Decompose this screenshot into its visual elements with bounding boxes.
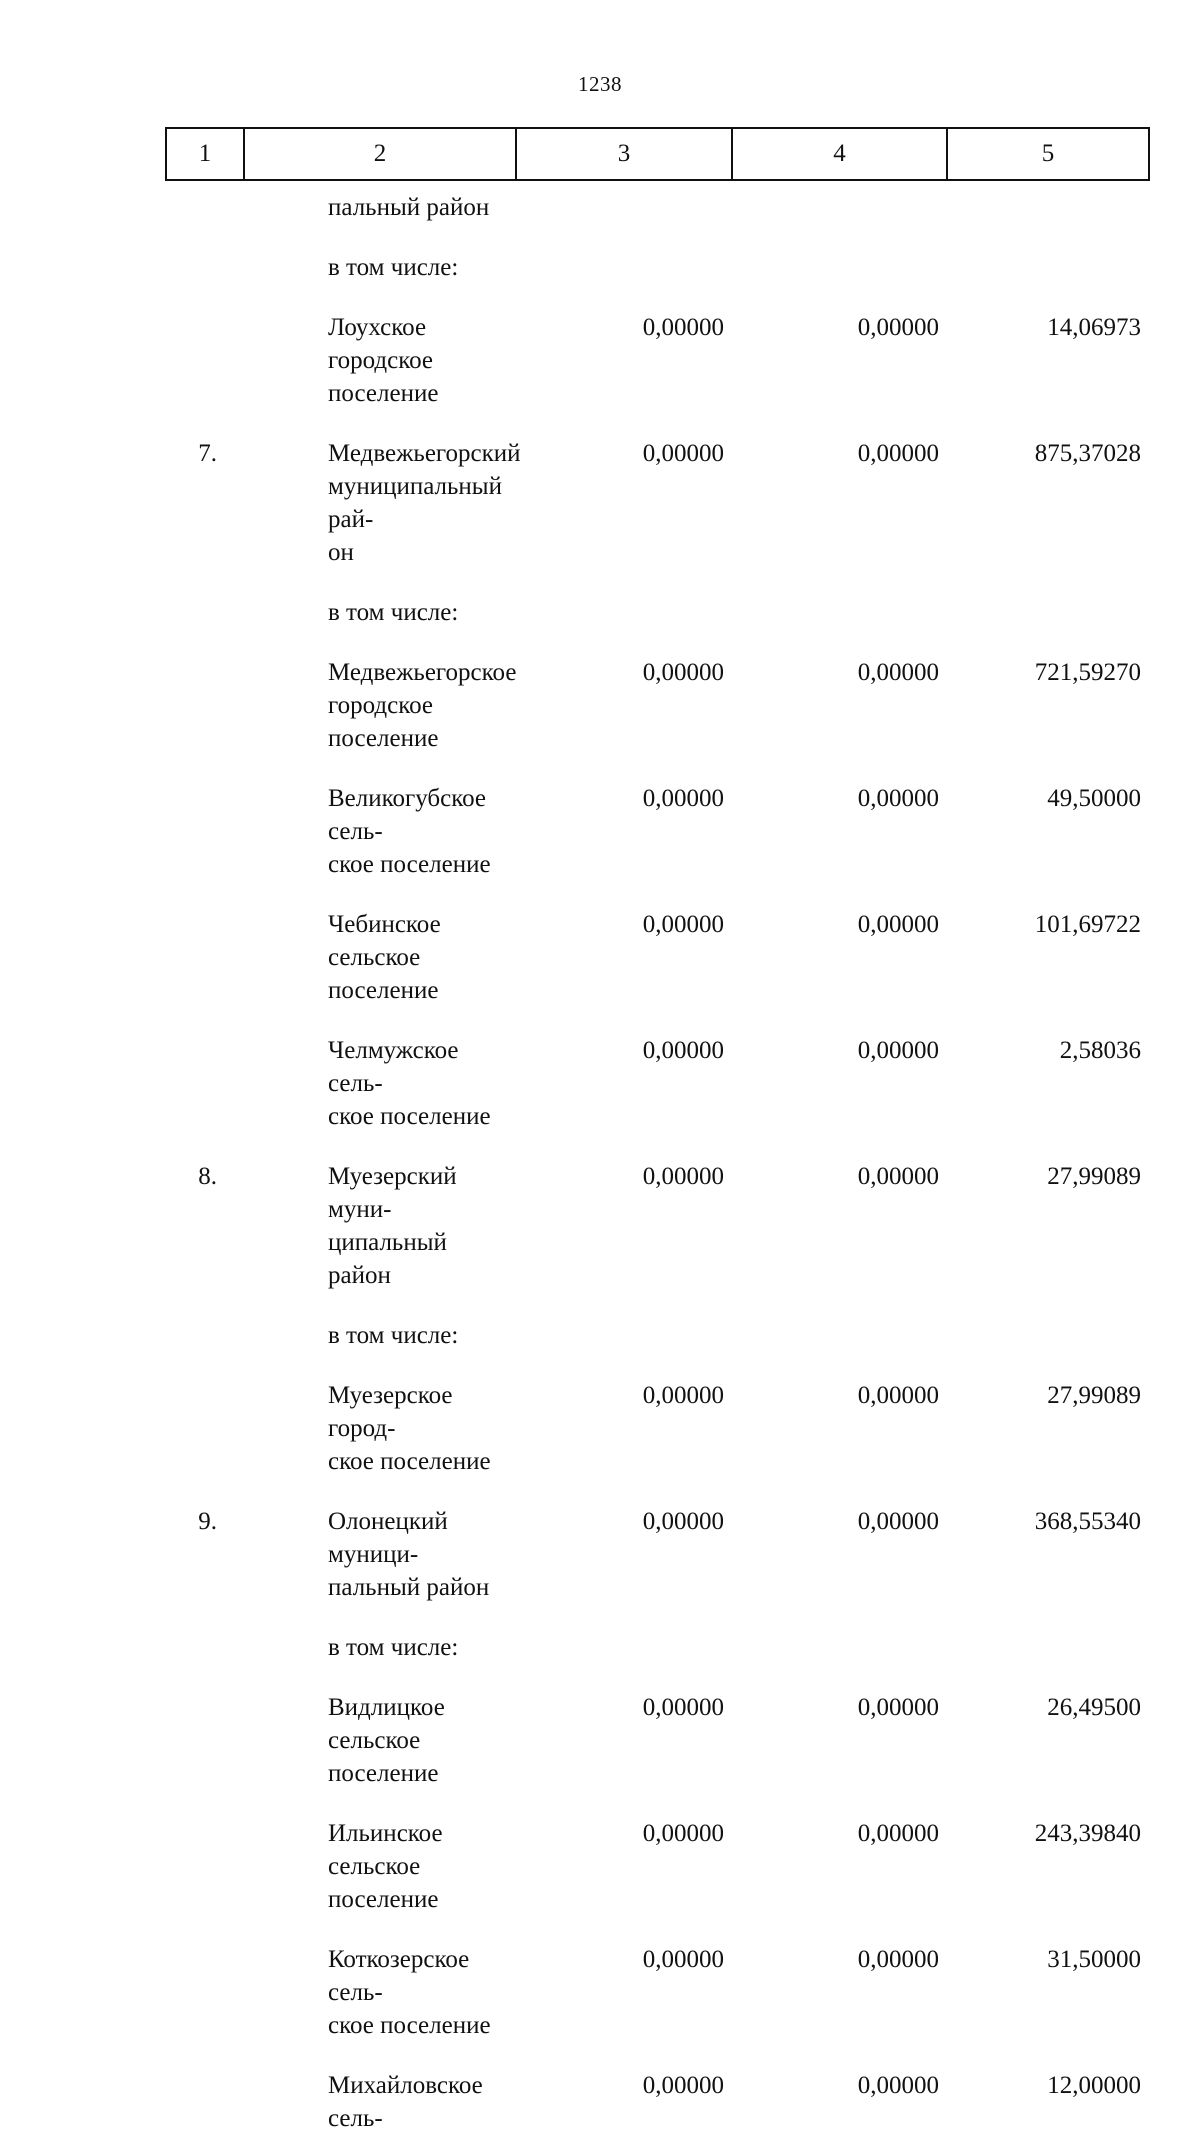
table-row [165, 1624, 1148, 1684]
table-row [165, 775, 1148, 901]
row-col5-value: 49,50000 [1047, 785, 1141, 812]
row-number [165, 1936, 243, 2062]
row-col4-value [731, 589, 946, 649]
row-name: Чебинское сельское поселение [328, 911, 441, 1004]
row-col3-value: 0,00000 [642, 1163, 724, 1190]
row-col3-value [515, 589, 731, 649]
table-row [165, 184, 1148, 244]
row-col5-value: 14,06973 [1047, 314, 1141, 341]
row-name: Медвежьегорское городское поселение [328, 659, 517, 752]
row-number [165, 1027, 243, 1153]
table-row [165, 1684, 1148, 1810]
row-col3-value: 0,00000 [642, 1037, 724, 1064]
table-row [165, 430, 1148, 589]
row-col5-value: 12,00000 [1047, 2072, 1141, 2099]
table-row [165, 1810, 1148, 1936]
row-number [165, 1624, 243, 1684]
row-name: в том числе: [328, 1634, 459, 1661]
row-col5-value: 31,50000 [1047, 1946, 1141, 1973]
table-body [165, 184, 1148, 2155]
row-number [165, 1684, 243, 1810]
row-name: Муезерский муни- ципальный район [328, 1163, 457, 1289]
row-col3-value: 0,00000 [642, 1946, 724, 1973]
row-col5-value: 875,37028 [1034, 440, 1141, 467]
table-row [165, 1936, 1148, 2062]
row-col5-value [946, 1312, 1148, 1372]
row-col5-value: 243,39840 [1034, 1820, 1141, 1847]
row-name: в том числе: [328, 1322, 459, 1349]
row-col5-value: 2,58036 [1059, 1037, 1141, 1064]
row-col4-value: 0,00000 [857, 1037, 939, 1064]
row-col5-value: 101,69722 [1034, 911, 1141, 938]
row-name: пальный район [328, 194, 490, 221]
page-number: 1238 [578, 72, 622, 96]
row-col3-value: 0,00000 [642, 659, 724, 686]
row-col5-value: 721,59270 [1034, 659, 1141, 686]
row-number [165, 2062, 243, 2155]
row-col4-value [731, 184, 946, 244]
row-col3-value [515, 1624, 731, 1684]
row-name: Ильинское сельское поселение [328, 1820, 443, 1913]
row-col5-value [946, 589, 1148, 649]
row-col5-value: 26,49500 [1047, 1694, 1141, 1721]
row-number [165, 649, 243, 775]
table-row [165, 304, 1148, 430]
row-col3-value: 0,00000 [642, 1508, 724, 1535]
row-col5-value: 27,99089 [1047, 1163, 1141, 1190]
row-col4-value: 0,00000 [857, 1508, 939, 1535]
row-col3-value: 0,00000 [642, 1820, 724, 1847]
row-col5-value: 27,99089 [1047, 1382, 1141, 1409]
row-col4-value: 0,00000 [857, 2072, 939, 2099]
row-col3-value [515, 244, 731, 304]
row-col3-value [515, 1312, 731, 1372]
row-number [165, 304, 243, 430]
row-number [165, 1312, 243, 1372]
header-cell-3: 3 [516, 128, 732, 180]
table-row [165, 244, 1148, 304]
row-col3-value: 0,00000 [642, 1382, 724, 1409]
row-number: 8. [198, 1163, 217, 1190]
row-col3-value: 0,00000 [642, 314, 724, 341]
row-number: 9. [198, 1508, 217, 1535]
row-col5-value [946, 1624, 1148, 1684]
row-col4-value: 0,00000 [857, 659, 939, 686]
table-row [165, 1372, 1148, 1498]
row-col3-value: 0,00000 [642, 1694, 724, 1721]
row-col4-value: 0,00000 [857, 1820, 939, 1847]
row-col4-value: 0,00000 [857, 911, 939, 938]
row-col4-value: 0,00000 [857, 785, 939, 812]
table-row [165, 1027, 1148, 1153]
row-col5-value [946, 244, 1148, 304]
row-col3-value: 0,00000 [642, 785, 724, 812]
row-col4-value: 0,00000 [857, 440, 939, 467]
row-col4-value: 0,00000 [857, 314, 939, 341]
row-col5-value [946, 184, 1148, 244]
row-number [165, 184, 243, 244]
row-name: Медвежьегорский муниципальный рай- он [328, 440, 521, 566]
table-row [165, 1498, 1148, 1624]
row-col4-value [731, 244, 946, 304]
row-col3-value: 0,00000 [642, 911, 724, 938]
header-row [166, 128, 1149, 180]
table-row [165, 901, 1148, 1027]
row-name: Видлицкое сельское поселение [328, 1694, 445, 1787]
table-row [165, 649, 1148, 775]
header-cell-4: 4 [732, 128, 947, 180]
row-number: 7. [198, 440, 217, 467]
row-number [165, 775, 243, 901]
row-col4-value [731, 1624, 946, 1684]
row-name: Михайловское сель- [328, 2072, 483, 2132]
row-name: в том числе: [328, 254, 459, 281]
row-col3-value [515, 184, 731, 244]
row-col4-value: 0,00000 [857, 1694, 939, 1721]
row-name: Олонецкий муници- пальный район [328, 1508, 490, 1601]
row-col4-value [731, 1312, 946, 1372]
row-number [165, 1372, 243, 1498]
table-row [165, 589, 1148, 649]
table-row [165, 2062, 1148, 2155]
table-header [165, 127, 1150, 181]
row-name: в том числе: [328, 599, 459, 626]
row-col4-value: 0,00000 [857, 1163, 939, 1190]
row-number [165, 244, 243, 304]
table-row [165, 1153, 1148, 1312]
row-number [165, 589, 243, 649]
row-col3-value: 0,00000 [642, 440, 724, 467]
row-col5-value: 368,55340 [1034, 1508, 1141, 1535]
header-cell-2: 2 [244, 128, 516, 180]
row-name: Коткозерское сель- ское поселение [328, 1946, 491, 2039]
row-name: Муезерское город- ское поселение [328, 1382, 491, 1475]
row-name: Челмужское сель- ское поселение [328, 1037, 491, 1130]
table-row [165, 1312, 1148, 1372]
header-cell-1: 1 [166, 128, 244, 180]
header-cell-5: 5 [947, 128, 1149, 180]
row-number [165, 901, 243, 1027]
row-col3-value: 0,00000 [642, 2072, 724, 2099]
row-name: Великогубское сель- ское поселение [328, 785, 491, 878]
row-col4-value: 0,00000 [857, 1946, 939, 1973]
row-name: Лоухское городское поселение [328, 314, 439, 407]
row-number [165, 1810, 243, 1936]
row-col4-value: 0,00000 [857, 1382, 939, 1409]
